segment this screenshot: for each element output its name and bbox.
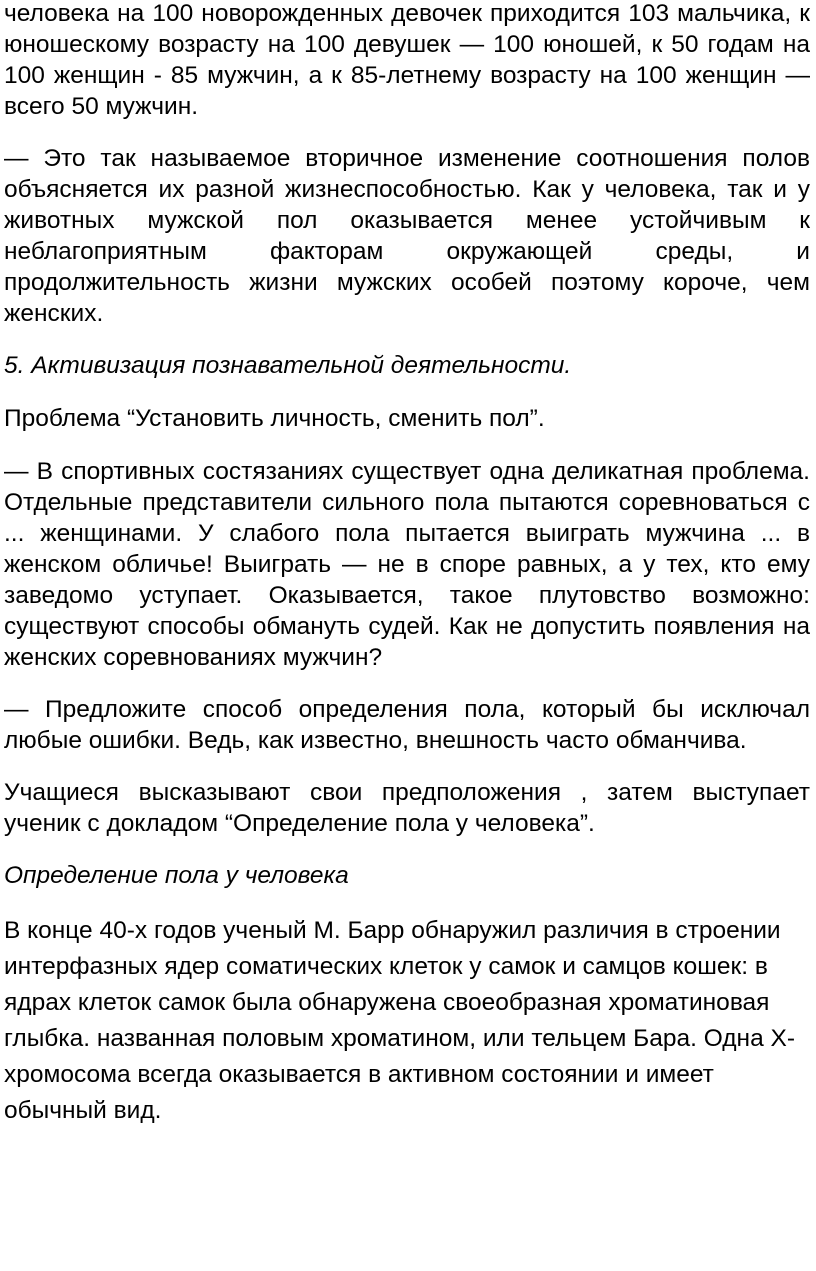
section-heading-cognitive-activity: 5. Активизация познавательной деятельности. [4, 352, 572, 379]
section-heading-sex-determination: Определение пола у человека [4, 862, 349, 889]
problem-title: Проблема “Установить личность, сменить пол”. [4, 405, 545, 432]
paragraph-propose-method: — Предложите способ определения пола, который бы исключал любые ошибки. Ведь, как известно, внешность часто обманчива. [4, 696, 810, 754]
paragraph-secondary-sex-ratio: — Это так называемое вторичное изменение соотношения полов объясняется их разной жизнеспособностью. Как у человека, так и у животных мужской пол оказывается менее устойчивым к неблагоприятным факторам окружающей среды, и продолжительность жизни мужских особей поэтому короче, чем женских. [4, 145, 810, 327]
paragraph-barr-body: В конце 40-х годов ученый М. Барр обнаружил различия в строении интерфазных ядер соматических клеток у самок и самцов кошек: в ядрах клеток самок была обнаружена своеобразная хроматиновая глыбка. названная половым хроматином, или тельцем Бара. Одна Х-хромосома всегда оказывается в активном состоянии и имеет обычный вид. [4, 917, 796, 1124]
paragraph-students-report: Учащиеся высказывают свои предположения , затем выступает ученик с докладом “Определение пола у человека”. [4, 779, 810, 837]
paragraph-sex-ratio-by-age: человека на 100 новорожденных девочек приходится 103 мальчика, к юношескому возрасту на 100 девушек — 100 юношей, к 50 годам на 100 женщин - 85 мужчин, а к 85-летнему возрасту на 100 женщин — всего 50 мужчин. [4, 0, 810, 120]
paragraph-sports-problem: — В спортивных состязаниях существует одна деликатная проблема. Отдельные представители сильного пола пытаются соревноваться с ... женщинами. У слабого пола пытается выиграть мужчина ... в женском обличье! Выиграть — не в споре равных, а у тех, кто ему заведомо уступает. Оказывается, такое плутовство возможно: существуют способы обмануть судей. Как не допустить появления на женских соревнованиях мужчин? [4, 458, 810, 671]
